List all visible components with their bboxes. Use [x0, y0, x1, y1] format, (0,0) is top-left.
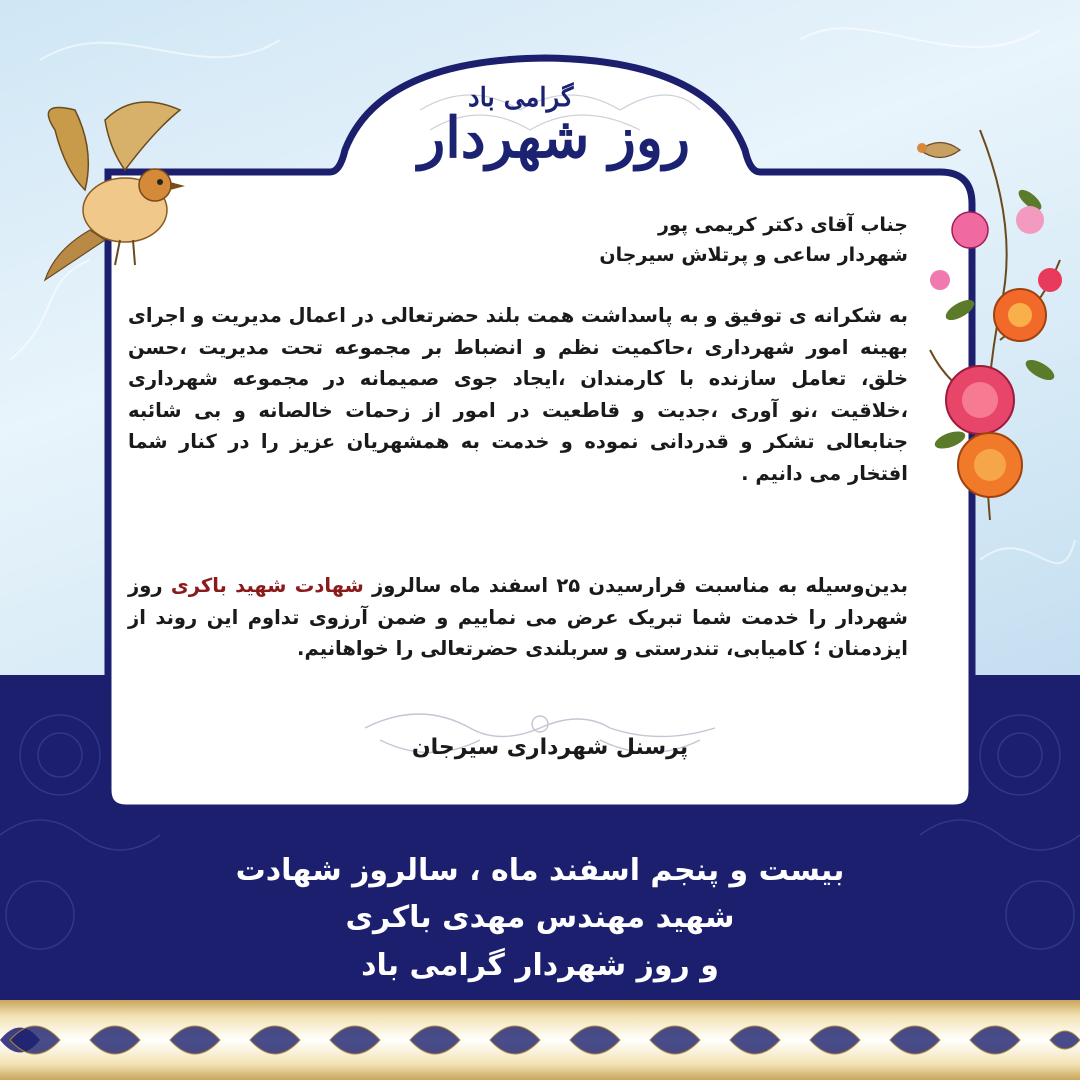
paragraph-2 — [128, 570, 908, 665]
address-line-1: جناب آقای دکتر کریمی پور — [658, 214, 908, 236]
gold-bottom-border — [0, 1000, 1080, 1080]
paragraph-2-after: روز شهردار را خدمت شما تبریک عرض می نماییم و ضمن آرزوی تداوم این روند از ایزدمنان ؛ کامیابی، تندرستی و سربلندی حضرتعالی را خواهانیم. — [128, 574, 908, 660]
signature: پرسنل شهرداری سیرجان — [411, 735, 689, 760]
flower-bouquet-icon — [900, 110, 1080, 530]
title-main: روز شهردار — [418, 105, 690, 171]
paragraph-2-highlight: شهادت شهید باکری — [170, 574, 364, 597]
bottom-line-2: شهید مهندس مهدی باکری — [345, 900, 735, 935]
bird-icon — [15, 90, 205, 290]
address-block — [128, 210, 908, 270]
bottom-line-3: و روز شهردار گرامی باد — [361, 948, 719, 983]
title-subtitle: گرامی باد — [468, 83, 574, 113]
paragraph-1: به شکرانه ی توفیق و به پاسداشت همت بلند حضرتعالی در اعمال مدیریت و اجرای بهینه امور شهرداری ،حاکمیت نظم و انضباط بر مجموعه تحت مدیریت ،حسن خلق، تعامل سازنده با کارمندان ،ایجاد جوی صمیمانه در مجموعه شهرداری ،خلاقیت ،نو آوری ،جدیت و قاطعیت در امور از زحمات خالصانه و بی شائبه جنابعالی تشکر و قدردانی نموده و خدمت به همشهریان عزیز را در کنار شما افتخار می دانیم . — [128, 304, 908, 485]
address-line-2: شهردار ساعی و پرتلاش سیرجان — [599, 244, 908, 266]
bottom-line-1: بیست و پنجم اسفند ماه ، سالروز شهادت — [235, 853, 845, 888]
paragraph-2-before: بدین‌وسیله به مناسبت فرارسیدن ۲۵ اسفند ماه سالروز — [363, 574, 908, 597]
border-ornament-icon — [0, 1000, 1080, 1080]
title-calligraphy — [380, 55, 710, 185]
